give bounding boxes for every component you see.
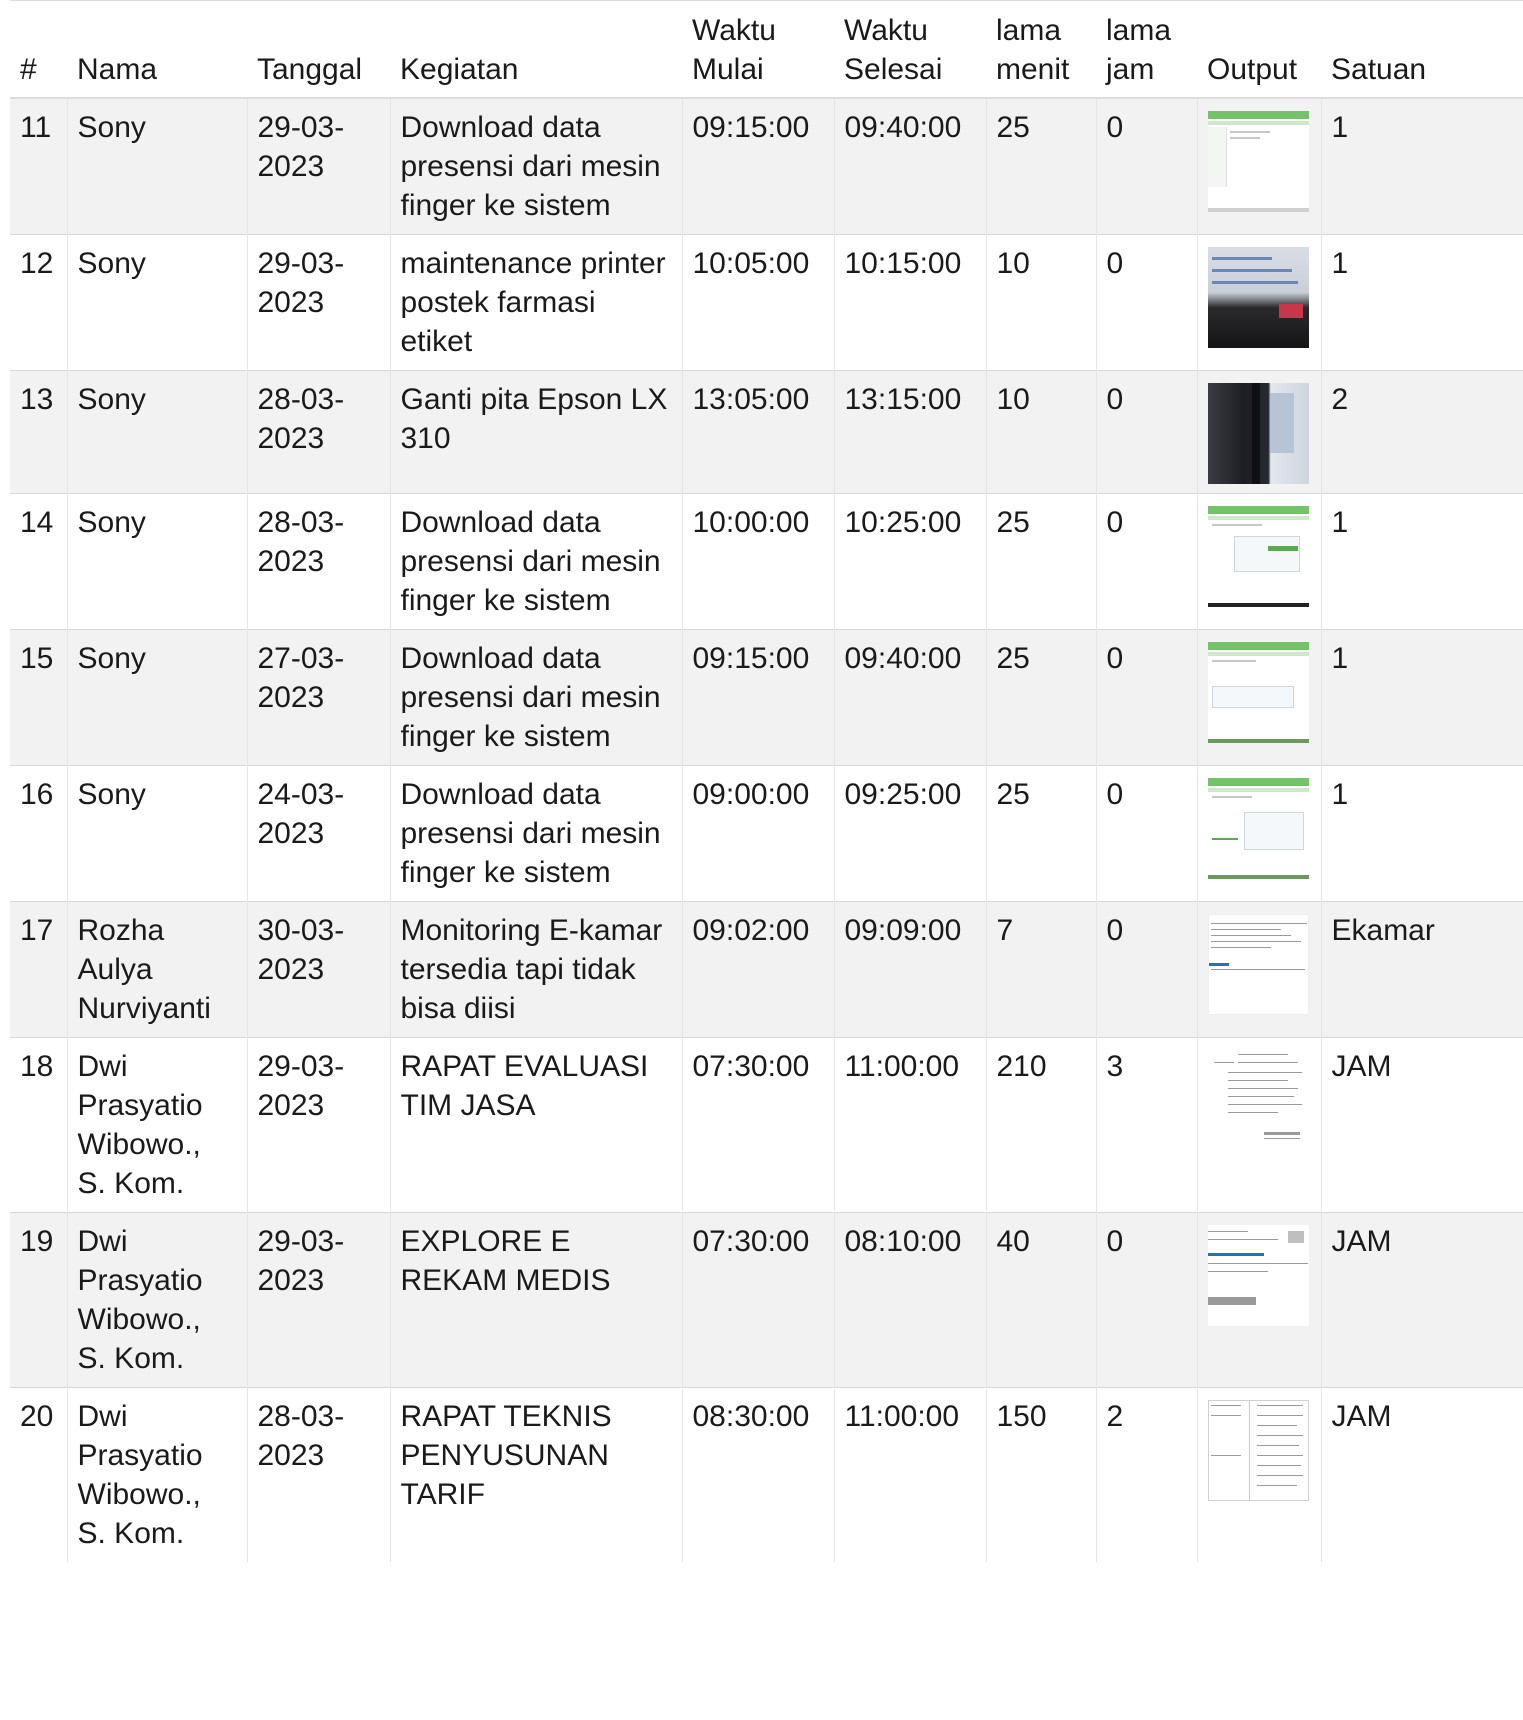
app-screenshot-thumbnail-icon[interactable]: [1208, 642, 1309, 743]
cell-lama-menit: 10: [986, 371, 1096, 494]
cell-nama: Sony: [67, 630, 247, 766]
document-thumbnail-icon[interactable]: [1208, 1400, 1309, 1501]
cell-output: [1197, 766, 1321, 902]
cell-lama-menit: 25: [986, 98, 1096, 235]
column-header-nama[interactable]: Nama: [67, 1, 247, 98]
column-header-kegiatan[interactable]: Kegiatan: [390, 1, 682, 98]
cell-satuan: 1: [1321, 98, 1523, 235]
column-header-lama-menit[interactable]: lama menit: [986, 1, 1096, 98]
cell-tanggal: 29-03-2023: [247, 1038, 390, 1213]
activity-table-container: [10, 0, 1523, 1562]
cell-kegiatan: maintenance printer postek farmasi etiket: [390, 235, 682, 371]
cell-output: [1197, 1388, 1321, 1563]
cell-kegiatan: RAPAT EVALUASI TIM JASA: [390, 1038, 682, 1213]
cell-nama: Sony: [67, 766, 247, 902]
cell-satuan: 1: [1321, 766, 1523, 902]
cell-tanggal: 28-03-2023: [247, 1388, 390, 1563]
app-screenshot-thumbnail-icon[interactable]: [1208, 778, 1309, 879]
column-header-waktu-mulai[interactable]: Waktu Mulai: [682, 1, 834, 98]
cell-tanggal: 27-03-2023: [247, 630, 390, 766]
cell-kegiatan: Ganti pita Epson LX 310: [390, 371, 682, 494]
cell-waktu-mulai: 07:30:00: [682, 1038, 834, 1213]
column-header-tanggal[interactable]: Tanggal: [247, 1, 390, 98]
cell-no: 12: [10, 235, 67, 371]
cell-waktu-selesai: 11:00:00: [834, 1388, 986, 1563]
cell-waktu-mulai: 09:00:00: [682, 766, 834, 902]
cell-tanggal: 30-03-2023: [247, 902, 390, 1038]
cell-lama-menit: 7: [986, 902, 1096, 1038]
cell-no: 18: [10, 1038, 67, 1213]
table-row: [10, 494, 1523, 630]
cell-output: [1197, 902, 1321, 1038]
cell-no: 20: [10, 1388, 67, 1563]
table-header-row: [10, 1, 1523, 98]
cell-satuan: JAM: [1321, 1038, 1523, 1213]
cell-lama-jam: 0: [1096, 494, 1197, 630]
cell-tanggal: 29-03-2023: [247, 235, 390, 371]
cell-output: [1197, 98, 1321, 235]
cell-waktu-mulai: 07:30:00: [682, 1213, 834, 1388]
cell-waktu-mulai: 10:00:00: [682, 494, 834, 630]
cell-waktu-mulai: 10:05:00: [682, 235, 834, 371]
cell-nama: Sony: [67, 98, 247, 235]
cell-waktu-selesai: 13:15:00: [834, 371, 986, 494]
cell-kegiatan: Download data presensi dari mesin finger ke sistem: [390, 630, 682, 766]
cell-satuan: 1: [1321, 235, 1523, 371]
cell-lama-jam: 3: [1096, 1038, 1197, 1213]
cell-nama: Rozha Aulya Nurviyanti: [67, 902, 247, 1038]
cell-output: [1197, 1213, 1321, 1388]
cell-nama: Sony: [67, 494, 247, 630]
cell-no: 15: [10, 630, 67, 766]
document-thumbnail-icon[interactable]: [1208, 914, 1309, 1015]
table-row: [10, 1388, 1523, 1563]
cell-satuan: 1: [1321, 630, 1523, 766]
column-header-waktu-selesai[interactable]: Waktu Selesai: [834, 1, 986, 98]
cell-output: [1197, 630, 1321, 766]
cell-waktu-selesai: 09:25:00: [834, 766, 986, 902]
cell-no: 13: [10, 371, 67, 494]
table-row: [10, 902, 1523, 1038]
app-screenshot-thumbnail-icon[interactable]: [1208, 506, 1309, 607]
cell-kegiatan: Download data presensi dari mesin finger ke sistem: [390, 98, 682, 235]
cell-tanggal: 24-03-2023: [247, 766, 390, 902]
column-header-lama-jam[interactable]: lama jam: [1096, 1, 1197, 98]
cell-lama-jam: 0: [1096, 1213, 1197, 1388]
cell-kegiatan: Download data presensi dari mesin finger ke sistem: [390, 766, 682, 902]
cell-output: [1197, 494, 1321, 630]
cell-tanggal: 29-03-2023: [247, 1213, 390, 1388]
cell-lama-jam: 2: [1096, 1388, 1197, 1563]
column-header-no[interactable]: #: [10, 1, 67, 98]
cell-waktu-mulai: 09:02:00: [682, 902, 834, 1038]
cell-no: 11: [10, 98, 67, 235]
column-header-output[interactable]: Output: [1197, 1, 1321, 98]
cell-waktu-selesai: 10:15:00: [834, 235, 986, 371]
cell-satuan: JAM: [1321, 1213, 1523, 1388]
cell-satuan: JAM: [1321, 1388, 1523, 1563]
cell-kegiatan: EXPLORE E REKAM MEDIS: [390, 1213, 682, 1388]
document-thumbnail-icon[interactable]: [1208, 1225, 1309, 1326]
cell-waktu-selesai: 08:10:00: [834, 1213, 986, 1388]
cell-no: 17: [10, 902, 67, 1038]
cell-waktu-mulai: 08:30:00: [682, 1388, 834, 1563]
cell-tanggal: 28-03-2023: [247, 371, 390, 494]
cell-tanggal: 28-03-2023: [247, 494, 390, 630]
photo-thumbnail-icon[interactable]: [1208, 247, 1309, 348]
table-row: [10, 630, 1523, 766]
cell-lama-jam: 0: [1096, 371, 1197, 494]
cell-waktu-selesai: 09:40:00: [834, 630, 986, 766]
table-row: [10, 766, 1523, 902]
cell-lama-jam: 0: [1096, 766, 1197, 902]
cell-waktu-selesai: 09:40:00: [834, 98, 986, 235]
table-row: [10, 1213, 1523, 1388]
cell-kegiatan: Download data presensi dari mesin finger ke sistem: [390, 494, 682, 630]
cell-lama-jam: 0: [1096, 98, 1197, 235]
cell-lama-jam: 0: [1096, 630, 1197, 766]
cell-output: [1197, 235, 1321, 371]
cell-lama-menit: 150: [986, 1388, 1096, 1563]
cell-lama-menit: 210: [986, 1038, 1096, 1213]
cell-waktu-mulai: 13:05:00: [682, 371, 834, 494]
cell-satuan: Ekamar: [1321, 902, 1523, 1038]
table-row: [10, 98, 1523, 235]
table-row: [10, 235, 1523, 371]
cell-satuan: 2: [1321, 371, 1523, 494]
table-row: [10, 1038, 1523, 1213]
cell-lama-menit: 40: [986, 1213, 1096, 1388]
column-header-satuan[interactable]: Satuan: [1321, 1, 1523, 98]
cell-waktu-mulai: 09:15:00: [682, 98, 834, 235]
cell-lama-jam: 0: [1096, 235, 1197, 371]
cell-lama-menit: 25: [986, 766, 1096, 902]
cell-nama: Dwi Prasyatio Wibowo., S. Kom.: [67, 1038, 247, 1213]
cell-kegiatan: RAPAT TEKNIS PENYUSUNAN TARIF: [390, 1388, 682, 1563]
cell-no: 19: [10, 1213, 67, 1388]
app-screenshot-thumbnail-icon[interactable]: [1208, 111, 1309, 212]
cell-waktu-selesai: 11:00:00: [834, 1038, 986, 1213]
photo-thumbnail-icon[interactable]: [1208, 383, 1309, 484]
cell-nama: Dwi Prasyatio Wibowo., S. Kom.: [67, 1388, 247, 1563]
cell-waktu-selesai: 09:09:00: [834, 902, 986, 1038]
cell-nama: Sony: [67, 235, 247, 371]
document-thumbnail-icon[interactable]: [1208, 1050, 1309, 1151]
cell-lama-menit: 25: [986, 630, 1096, 766]
table-row: [10, 371, 1523, 494]
cell-waktu-selesai: 10:25:00: [834, 494, 986, 630]
cell-kegiatan: Monitoring E-kamar tersedia tapi tidak bisa diisi: [390, 902, 682, 1038]
cell-satuan: 1: [1321, 494, 1523, 630]
cell-lama-menit: 25: [986, 494, 1096, 630]
cell-nama: Sony: [67, 371, 247, 494]
cell-lama-jam: 0: [1096, 902, 1197, 1038]
cell-nama: Dwi Prasyatio Wibowo., S. Kom.: [67, 1213, 247, 1388]
cell-tanggal: 29-03-2023: [247, 98, 390, 235]
cell-no: 16: [10, 766, 67, 902]
cell-no: 14: [10, 494, 67, 630]
activity-table: [10, 1, 1523, 1562]
cell-output: [1197, 371, 1321, 494]
cell-output: [1197, 1038, 1321, 1213]
cell-waktu-mulai: 09:15:00: [682, 630, 834, 766]
cell-lama-menit: 10: [986, 235, 1096, 371]
